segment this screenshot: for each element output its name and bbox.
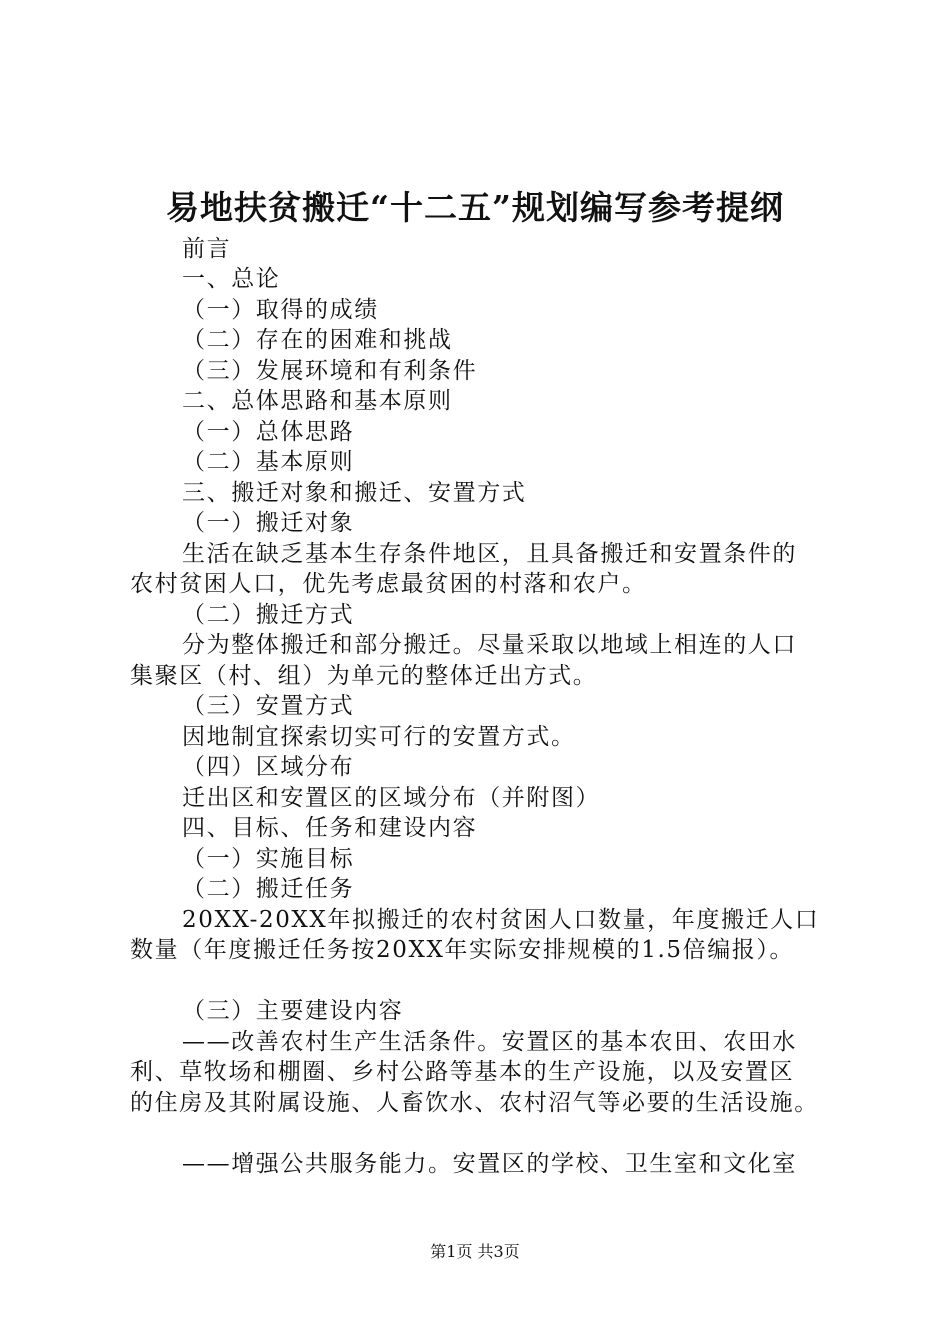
text-line: （三）主要建设内容 <box>182 998 404 1024</box>
text-line: 数量（年度搬迁任务按20XX年实际安排规模的1.5倍编报）。 <box>130 937 795 963</box>
text-line: 生活在缺乏基本生存条件地区，且具备搬迁和安置条件的 <box>182 541 797 567</box>
text-line: （四）区域分布 <box>182 754 355 780</box>
text-line: （二）基本原则 <box>182 449 355 475</box>
text-line: 利、草牧场和棚圈、乡村公路等基本的生产设施，以及安置区 <box>130 1059 795 1085</box>
text-line: 一、总论 <box>182 266 281 292</box>
text-line: （一）取得的成绩 <box>182 297 379 323</box>
text-line: （二）搬迁任务 <box>182 876 355 902</box>
text-line: 因地制宜探索切实可行的安置方式。 <box>182 724 576 750</box>
text-line: （一）实施目标 <box>182 846 355 872</box>
text-line: 二、总体思路和基本原则 <box>182 388 453 414</box>
document-title: 易地扶贫搬迁“十二五”规划编写参考提纲 <box>166 188 784 227</box>
text-line: （一）搬迁对象 <box>182 510 355 536</box>
text-line: （二）存在的困难和挑战 <box>182 327 453 353</box>
text-line: 集聚区（村、组）为单元的整体迁出方式。 <box>130 663 598 689</box>
text-line: ——增强公共服务能力。安置区的学校、卫生室和文化室 <box>182 1151 797 1177</box>
text-line: 的住房及其附属设施、人畜饮水、农村沼气等必要的生活设施。 <box>130 1090 819 1116</box>
text-line: （三）发展环境和有利条件 <box>182 358 478 384</box>
text-line: 农村贫困人口，优先考虑最贫困的村落和农户。 <box>130 571 647 597</box>
text-line: （一）总体思路 <box>182 419 355 445</box>
text-line: 前言 <box>182 236 232 262</box>
text-line: （二）搬迁方式 <box>182 602 355 628</box>
text-line: 迁出区和安置区的区域分布（并附图） <box>182 785 601 811</box>
text-line: 分为整体搬迁和部分搬迁。尽量采取以地域上相连的人口 <box>182 632 797 658</box>
text-line: （三）安置方式 <box>182 693 355 719</box>
text-line: 四、目标、任务和建设内容 <box>182 815 478 841</box>
page-footer: 第1页 共3页 <box>430 1242 520 1261</box>
text-line: 三、搬迁对象和搬迁、安置方式 <box>182 480 527 506</box>
text-line: 20XX-20XX年拟搬迁的农村贫困人口数量，年度搬迁人口 <box>182 907 820 933</box>
text-line: ——改善农村生产生活条件。安置区的基本农田、农田水 <box>182 1029 797 1055</box>
